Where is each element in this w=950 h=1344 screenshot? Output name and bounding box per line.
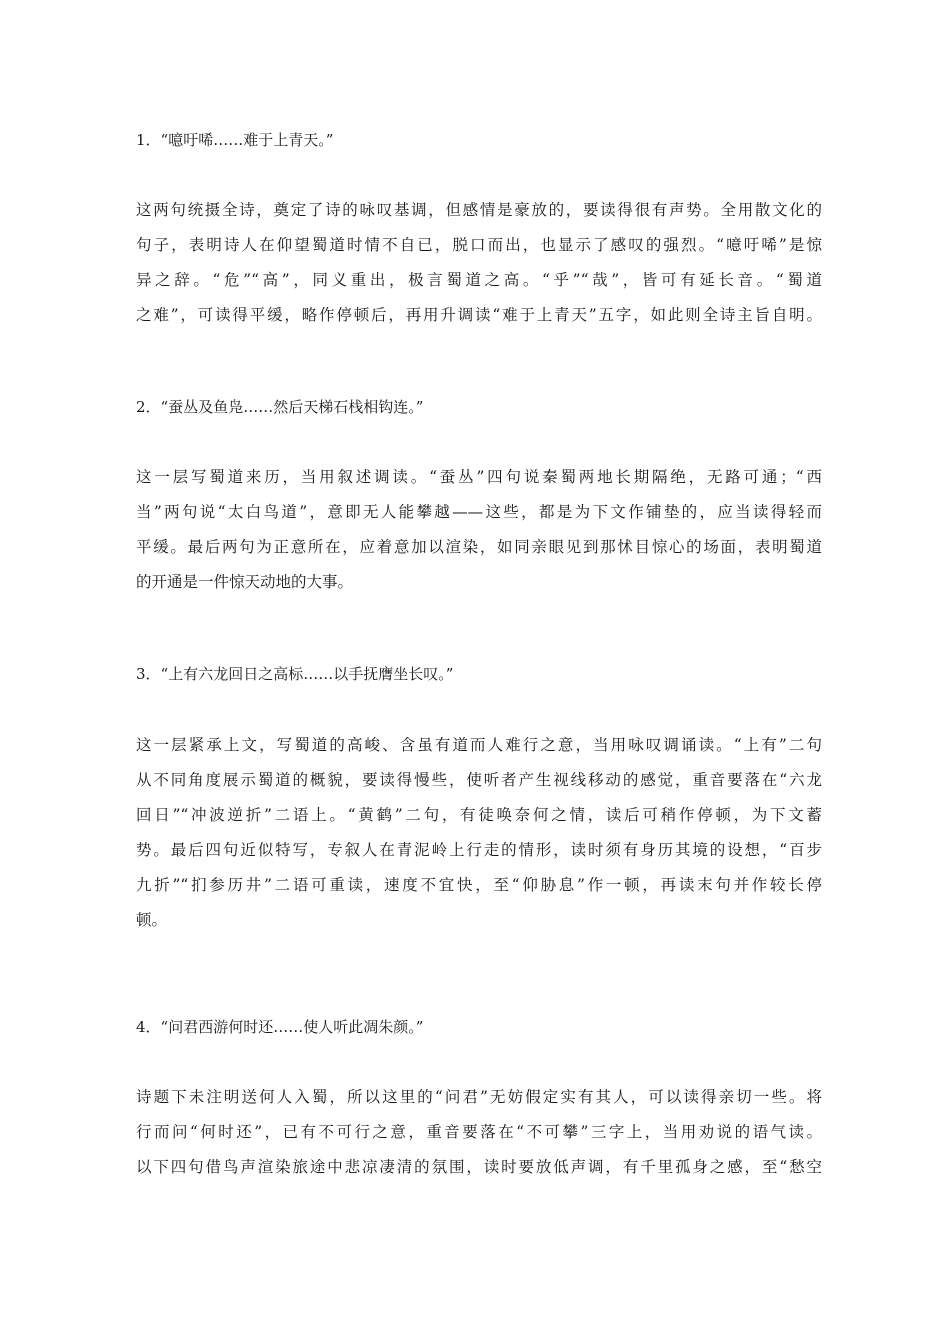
paragraph-line: 诗题下未注明送何人入蜀，所以这里的“问君”无妨假定实有其人，可以读得亲切一些。将 — [136, 1088, 822, 1106]
paragraph-line: 这一层紧承上文，写蜀道的高峻、含虽有道而人难行之意，当用咏叹调诵读。“上有”二句 — [136, 736, 822, 754]
section-2-paragraph — [136, 460, 822, 600]
paragraph-line: 这一层写蜀道来历，当用叙述调读。“蚕丛”四句说秦蜀两地长期隔绝，无路可通；“西 — [136, 468, 822, 486]
paragraph-line: 之难”，可读得平缓，略作停顿后，再用升调读“难于上青天”五字，如此则全诗主旨自明。 — [136, 306, 822, 324]
paragraph-line: 异之辞。“危”“高”，同义重出，极言蜀道之高。“乎”“哉”，皆可有延长音。“蜀道 — [136, 271, 822, 289]
paragraph-line: 从不同角度展示蜀道的概貌，要读得慢些，使听者产生视线移动的感觉，重音要落在“六龙 — [136, 771, 822, 789]
paragraph-line: 行而问“何时还”，已有不可行之意，重音要落在“不可攀”三字上，当用劝说的语气读。 — [136, 1123, 822, 1141]
paragraph-line: 回日”“冲波逆折”二语上。“黄鹤”二句，有徒唤奈何之情，读后可稍作停顿，为下文蓄 — [136, 806, 822, 824]
section-4-paragraph — [136, 1080, 822, 1185]
paragraph-line: 的开通是一件惊天动地的大事。 — [136, 573, 354, 591]
paragraph-line: 平缓。最后两句为正意所在，应着意加以渲染，如同亲眼见到那怵目惊心的场面，表明蜀道 — [136, 538, 822, 556]
paragraph-line: 以下四句借鸟声渲染旅途中悲凉凄清的氛围，读时要放低声调，有千里孤身之感，至“愁空 — [136, 1158, 822, 1176]
paragraph-line: 九折”“扪参历井”二语可重读，速度不宜快，至“仰胁息”作一顿，再读末句并作较长停 — [136, 876, 822, 894]
section-4-heading: 4．“问君西游何时还……使人听此凋朱颜。” — [136, 1018, 424, 1036]
section-1-paragraph — [136, 193, 822, 333]
section-1-heading: 1．“噫吁唏……难于上青天。” — [136, 131, 334, 149]
paragraph-line: 顿。 — [136, 911, 168, 929]
paragraph-line: 句子，表明诗人在仰望蜀道时情不自已，脱口而出，也显示了感叹的强烈。“噫吁唏”是惊 — [136, 236, 822, 254]
section-3-paragraph — [136, 728, 822, 938]
paragraph-line: 势。最后四句近似特写，专叙人在青泥岭上行走的情形，读时须有身历其境的设想，“百步 — [136, 841, 822, 859]
section-3-heading: 3．“上有六龙回日之高标……以手抚膺坐长叹。” — [136, 665, 454, 683]
paragraph-line: 这两句统摄全诗，奠定了诗的咏叹基调，但感情是豪放的，要读得很有声势。全用散文化的 — [136, 201, 822, 219]
section-2-heading: 2．“蚕丛及鱼凫……然后天梯石栈相钩连。” — [136, 398, 424, 416]
paragraph-line: 当”两句说“太白鸟道”，意即无人能攀越——这些，都是为下文作铺垫的，应当读得轻而 — [136, 503, 822, 521]
